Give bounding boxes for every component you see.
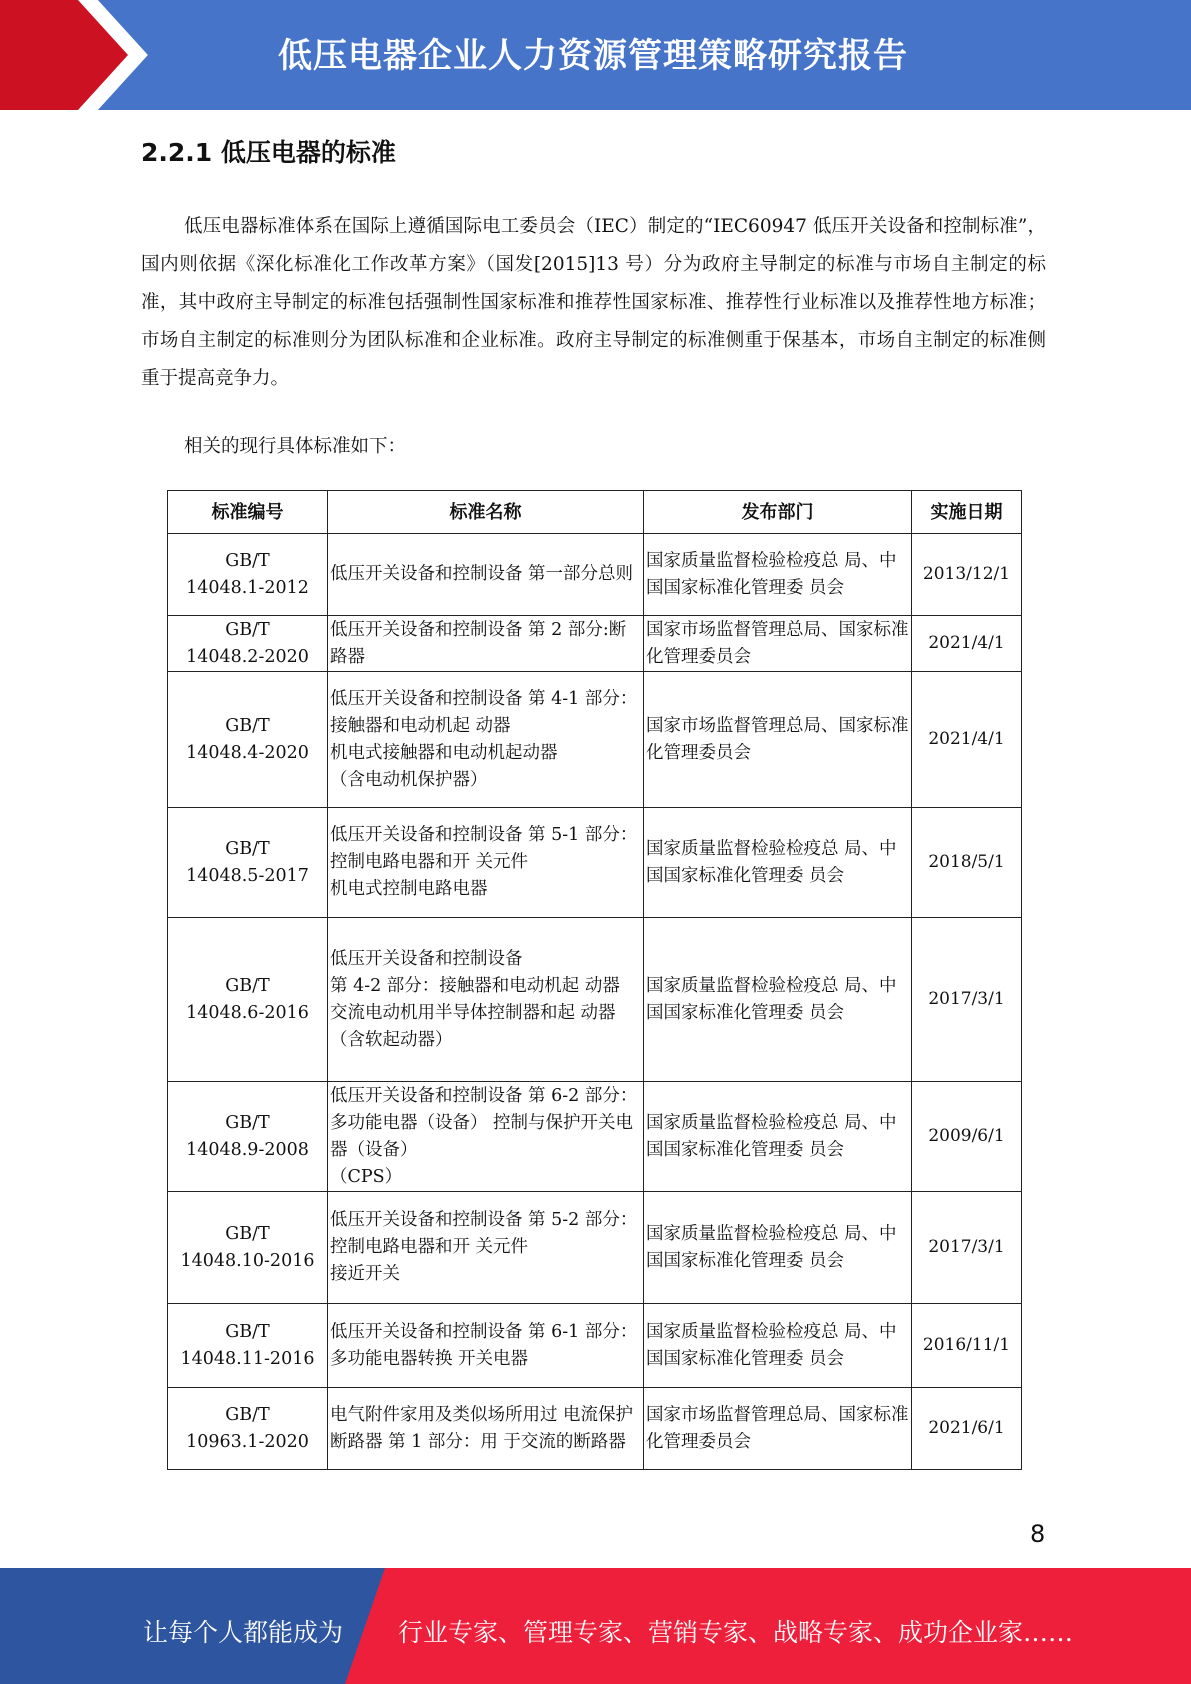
standard-code-cell-line: GB/T xyxy=(225,1321,270,1342)
issuing-dept-cell-line: 国家质量监督检验检疫总 局、中国国家标准化管理委 员会 xyxy=(646,1223,897,1271)
standard-code-cell-line: GB/T xyxy=(225,550,270,571)
table-row xyxy=(168,808,1022,918)
issuing-dept-cell-line: 国家市场监督管理总局、国家标准化管理委员会 xyxy=(646,1404,909,1452)
effective-date-cell: 2021/6/1 xyxy=(912,1388,1022,1470)
standard-code-cell-line: GB/T xyxy=(225,715,270,736)
standard-name-cell-line: 低压开关设备和控制设备 第 5-2 部分：控制电路电器和开 关元件 xyxy=(330,1210,638,1257)
standard-code-cell xyxy=(168,616,328,672)
standard-name-cell-line: （含软起动器） xyxy=(330,1029,453,1050)
standard-code-cell-line: GB/T xyxy=(225,619,270,640)
standard-code-cell-line: GB/T xyxy=(225,1223,270,1244)
body-paragraph: 低压电器标准体系在国际上遵循国际电工委员会（IEC）制定的“IEC60947 低压开关设备和控制标准”，国内则依据《深化标准化工作改革方案》（国发[2015]13 号）分为政府主导制定的标准与市场自主制定的标准，其中政府主导制定的标准包括强制性国家标准和推荐性国家标准、推荐性行业标准以及推荐性地方标准；市场自主制定的标准则分为团队标准和企业标准。政府主导制定的标准侧重于保基本，市场自主制定的标准侧重于提高竞争力。 xyxy=(141,216,1046,389)
effective-date-cell: 2021/4/1 xyxy=(912,672,1022,808)
issuing-dept-cell-line: 国家市场监督管理总局、国家标准化管理委员会 xyxy=(646,715,909,763)
standard-name-cell-line: 低压开关设备和控制设备 第一部分总则 xyxy=(330,564,634,584)
standard-name-cell-line: 低压开关设备和控制设备 第 6-1 部分：多功能电器转换 开关电器 xyxy=(330,1321,638,1369)
effective-date-cell: 2013/12/1 xyxy=(912,534,1022,616)
standard-name-cell xyxy=(328,918,644,1082)
standard-code-cell-line: 14048.4-2020 xyxy=(186,742,309,763)
issuing-dept-cell-line: 国家市场监督管理总局、国家标准化管理委员会 xyxy=(646,619,909,667)
section-heading: 2.2.1 低压电器的标准 xyxy=(141,138,396,167)
effective-date-cell: 2017/3/1 xyxy=(912,1192,1022,1304)
issuing-dept-cell-line: 国家质量监督检验检疫总 局、中国国家标准化管理委 员会 xyxy=(646,838,897,886)
standard-name-cell-line: （CPS） xyxy=(330,1166,403,1187)
table-row xyxy=(168,1192,1022,1304)
table-row xyxy=(168,616,1022,672)
standard-name-cell xyxy=(328,1082,644,1192)
page-header xyxy=(0,0,1191,110)
table-intro-text: 相关的现行具体标准如下： xyxy=(184,436,407,457)
standard-name-cell-line: 交流电动机用半导体控制器和起 动器 xyxy=(330,1002,616,1023)
effective-date-cell: 2009/6/1 xyxy=(912,1082,1022,1192)
standard-code-cell-line: 14048.11-2016 xyxy=(180,1348,315,1369)
issuing-dept-cell xyxy=(644,1192,912,1304)
header-issuing-dept: 发布部门 xyxy=(644,491,912,534)
standard-name-cell-line: 低压开关设备和控制设备 第 6-2 部分：多功能电器（设备） 控制与保护开关电器（设备） xyxy=(330,1085,638,1160)
standard-code-cell xyxy=(168,1388,328,1470)
standard-code-cell-line: GB/T xyxy=(225,1112,270,1133)
standard-code-cell-line: 14048.2-2020 xyxy=(186,646,309,667)
standard-name-cell-line: 低压开关设备和控制设备 第 2 部分:断路器 xyxy=(330,619,627,667)
page-number: 8 xyxy=(1030,1520,1046,1548)
standard-code-cell xyxy=(168,1192,328,1304)
footer-slogan-left: 让每个人都能成为 xyxy=(143,1618,344,1647)
table-row xyxy=(168,1388,1022,1470)
effective-date-cell: 2017/3/1 xyxy=(912,918,1022,1082)
standard-code-cell-line: GB/T xyxy=(225,1404,270,1425)
standards-table xyxy=(167,490,1022,1470)
issuing-dept-cell-line: 国家质量监督检验检疫总 局、中国国家标准化管理委 员会 xyxy=(646,550,897,598)
standard-code-cell-line: GB/T xyxy=(225,975,270,996)
report-title: 低压电器企业人力资源管理策略研究报告 xyxy=(278,36,908,76)
standard-name-cell xyxy=(328,672,644,808)
standard-name-cell-line: （含电动机保护器） xyxy=(330,769,488,790)
standard-code-cell-line: 10963.1-2020 xyxy=(186,1431,309,1452)
page-footer xyxy=(0,1568,1191,1684)
standard-code-cell-line: 14048.10-2016 xyxy=(180,1250,315,1271)
standard-name-cell xyxy=(328,1304,644,1388)
standard-name-cell-line: 低压开关设备和控制设备 第 4-1 部分：接触器和电动机起 动器 xyxy=(330,688,638,736)
issuing-dept-cell xyxy=(644,616,912,672)
issuing-dept-cell xyxy=(644,1304,912,1388)
footer-slogan-right: 行业专家、管理专家、营销专家、战略专家、成功企业家…… xyxy=(398,1618,1074,1647)
standard-code-cell xyxy=(168,672,328,808)
standard-name-cell-line: 接近开关 xyxy=(330,1264,400,1284)
standard-code-cell-line: 14048.5-2017 xyxy=(186,865,309,886)
effective-date-cell: 2018/5/1 xyxy=(912,808,1022,918)
standard-code-cell xyxy=(168,808,328,918)
standard-name-cell-line: 低压开关设备和控制设备 第 5-1 部分：控制电路电器和开 关元件 xyxy=(330,825,638,872)
table-body xyxy=(168,534,1022,1470)
table-row xyxy=(168,534,1022,616)
standard-name-cell xyxy=(328,1388,644,1470)
table-row xyxy=(168,1082,1022,1192)
issuing-dept-cell xyxy=(644,1082,912,1192)
standard-name-cell xyxy=(328,534,644,616)
effective-date-cell: 2021/4/1 xyxy=(912,616,1022,672)
issuing-dept-cell xyxy=(644,1388,912,1470)
header-effective-date: 实施日期 xyxy=(912,491,1022,534)
standard-name-cell-line: 低压开关设备和控制设备 xyxy=(330,948,523,969)
issuing-dept-cell xyxy=(644,918,912,1082)
standard-code-cell xyxy=(168,918,328,1082)
standard-name-cell xyxy=(328,616,644,672)
standard-code-cell xyxy=(168,534,328,616)
standard-name-cell-line: 机电式接触器和电动机起动器 xyxy=(330,742,558,763)
standard-code-cell-line: 14048.1-2012 xyxy=(186,577,309,598)
standard-name-cell-line: 第 4-2 部分：接触器和电动机起 动器 xyxy=(330,975,620,996)
table-row xyxy=(168,1304,1022,1388)
issuing-dept-cell xyxy=(644,808,912,918)
standard-code-cell-line: 14048.9-2008 xyxy=(186,1139,309,1160)
standard-code-cell xyxy=(168,1304,328,1388)
table-header-row xyxy=(168,491,1022,534)
standard-name-cell xyxy=(328,808,644,918)
standard-name-cell xyxy=(328,1192,644,1304)
table-row xyxy=(168,672,1022,808)
standard-name-cell-line: 机电式控制电路电器 xyxy=(330,879,488,899)
standard-code-cell-line: GB/T xyxy=(225,838,270,859)
issuing-dept-cell-line: 国家质量监督检验检疫总 局、中国国家标准化管理委 员会 xyxy=(646,1321,897,1369)
issuing-dept-cell-line: 国家质量监督检验检疫总 局、中国国家标准化管理委 员会 xyxy=(646,1112,897,1160)
standard-code-cell xyxy=(168,1082,328,1192)
standard-name-cell-line: 电气附件家用及类似场所用过 电流保护断路器 第 1 部分：用 于交流的断路器 xyxy=(330,1404,634,1452)
table-row xyxy=(168,918,1022,1082)
header-standard-code: 标准编号 xyxy=(168,491,328,534)
header-standard-name: 标准名称 xyxy=(328,491,644,534)
issuing-dept-cell xyxy=(644,534,912,616)
standard-code-cell-line: 14048.6-2016 xyxy=(186,1002,309,1023)
issuing-dept-cell xyxy=(644,672,912,808)
effective-date-cell: 2016/11/1 xyxy=(912,1304,1022,1388)
issuing-dept-cell-line: 国家质量监督检验检疫总 局、中国国家标准化管理委 员会 xyxy=(646,975,897,1023)
